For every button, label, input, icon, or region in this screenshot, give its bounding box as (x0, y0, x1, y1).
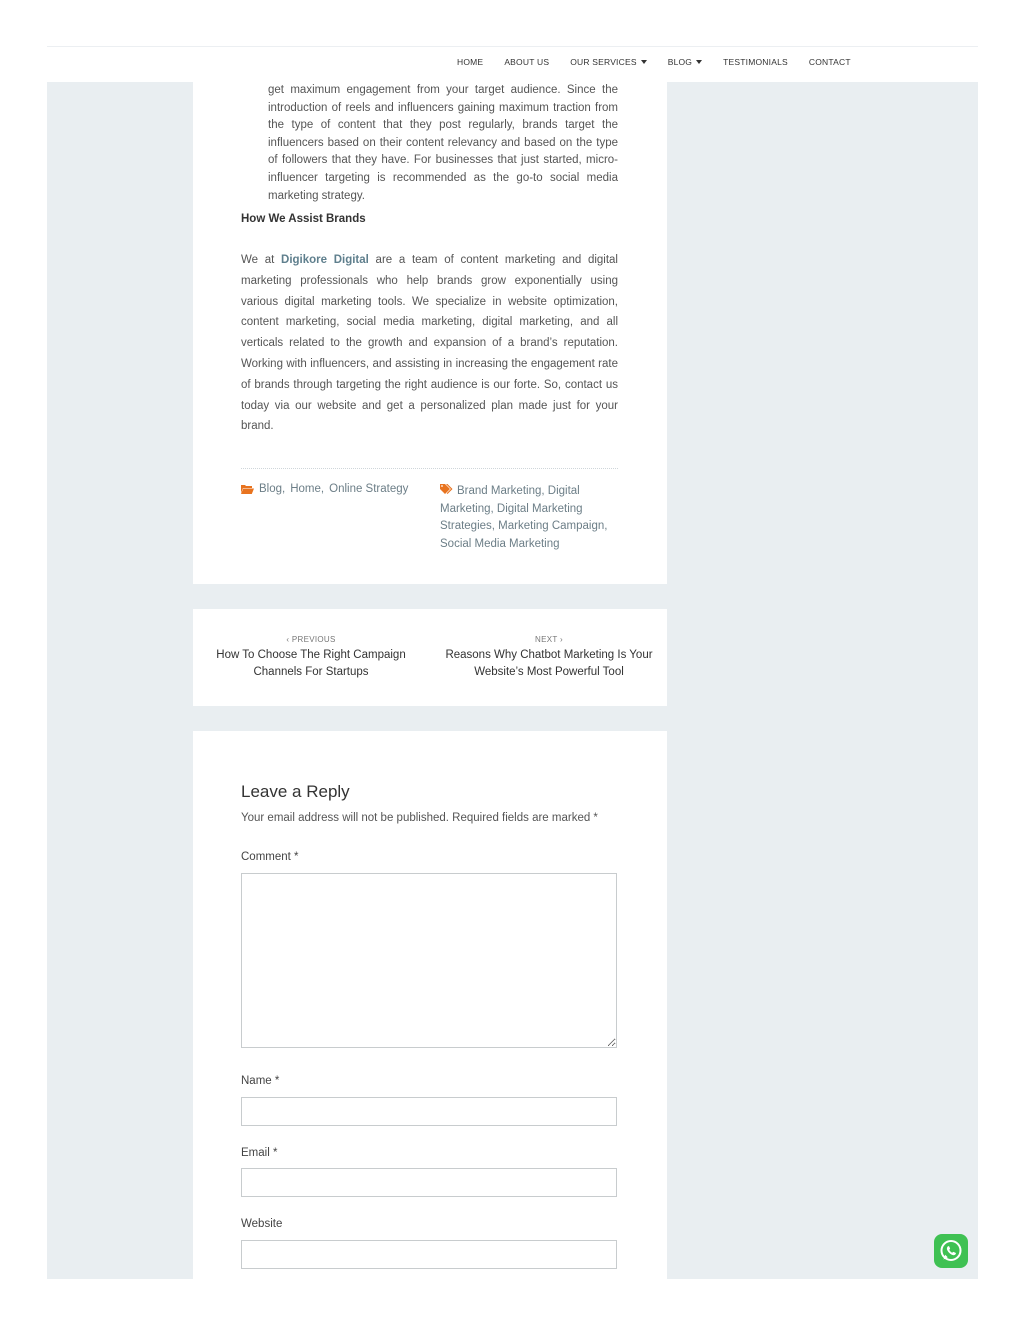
whatsapp-button[interactable] (934, 1234, 968, 1268)
name-input[interactable] (241, 1097, 617, 1126)
next-post-link[interactable] (434, 635, 664, 681)
tag-link-brand-marketing[interactable]: Brand Marketing (457, 485, 542, 497)
whatsapp-icon (938, 1238, 964, 1264)
next-post-title: Reasons Why Chatbot Marketing Is Your Website’s Most Powerful Tool (445, 649, 653, 678)
website-input[interactable] (241, 1240, 617, 1269)
post-categories: Blog , Home , Online Strategy (241, 483, 408, 495)
reply-title: Leave a Reply (241, 782, 350, 801)
comment-textarea[interactable] (241, 873, 617, 1048)
website-label: Website (241, 1218, 283, 1230)
article-list-item-text: get maximum engagement from your target audience. Since the introduction of reels and influencers gaining maximum traction from the type of content that they post regularly, brands target the influencers based on their content relevancy and based on the type of followers that they have. For businesses that just started, micro-influencer targeting is recommended as the go-to social media marketing strategy. (268, 84, 618, 202)
nav-about-us[interactable]: ABOUT US (504, 57, 550, 67)
comment-label: Comment * (241, 851, 299, 863)
comment-notes: Your email address will not be published. Required fields are marked * (241, 812, 598, 824)
email-label: Email * (241, 1147, 278, 1159)
category-link-online-strategy[interactable]: Online Strategy (329, 483, 409, 495)
nav-home[interactable]: HOME (457, 57, 484, 67)
nav-blog[interactable]: BLOG (668, 57, 702, 67)
main-nav (457, 57, 872, 67)
name-label: Name * (241, 1075, 280, 1087)
tag-link-digital-marketing-strategies[interactable]: Digital Marketing Strategies (440, 502, 583, 533)
email-input[interactable] (241, 1168, 617, 1197)
divider (241, 468, 618, 469)
nav-contact[interactable]: CONTACT (808, 57, 851, 67)
digikore-digital-link[interactable]: Digikore Digital (281, 254, 369, 266)
section-heading: How We Assist Brands (241, 213, 366, 225)
tag-link-digital-marketing[interactable]: Digital Marketing (440, 485, 580, 515)
previous-post-title: How To Choose The Right Campaign Channels For Startups (216, 649, 406, 678)
article-paragraph: We at Digikore Digital are a team of content marketing and digital marketing professionals who help brands grow exponentially using various digital marketing tools. We specialize in website optimization, content marketing, social media marketing, digital marketing, and all verticals related to the growth and expansion of a brand’s reputation. Working with influencers, and assisting in increasing the engagement rate of brands through targeting the right audience is our forte. So, contact us today via our website and get a personalized plan made just for your brand. (241, 254, 618, 433)
next-label: NEXT › (535, 635, 563, 644)
nav-testimonials[interactable]: TESTIMONIALS (723, 57, 788, 67)
nav-our-services[interactable]: OUR SERVICES (570, 57, 646, 67)
post-tags: Brand Marketing, Digital Marketing, Digital Marketing Strategies, Marketing Campaign, Social Media Marketing (440, 485, 608, 550)
folder-open-icon (241, 484, 254, 494)
category-link-home[interactable]: Home (290, 483, 321, 495)
caret-down-icon (696, 60, 702, 64)
previous-label: ‹ PREVIOUS (286, 635, 336, 644)
tag-link-social-media-marketing[interactable]: Social Media Marketing (440, 537, 560, 550)
category-link-blog[interactable]: Blog (259, 483, 283, 495)
tag-link-marketing-campaign[interactable]: Marketing Campaign (498, 520, 605, 533)
tags-icon (440, 484, 454, 495)
caret-down-icon (641, 60, 647, 64)
previous-post-link[interactable] (196, 635, 426, 681)
